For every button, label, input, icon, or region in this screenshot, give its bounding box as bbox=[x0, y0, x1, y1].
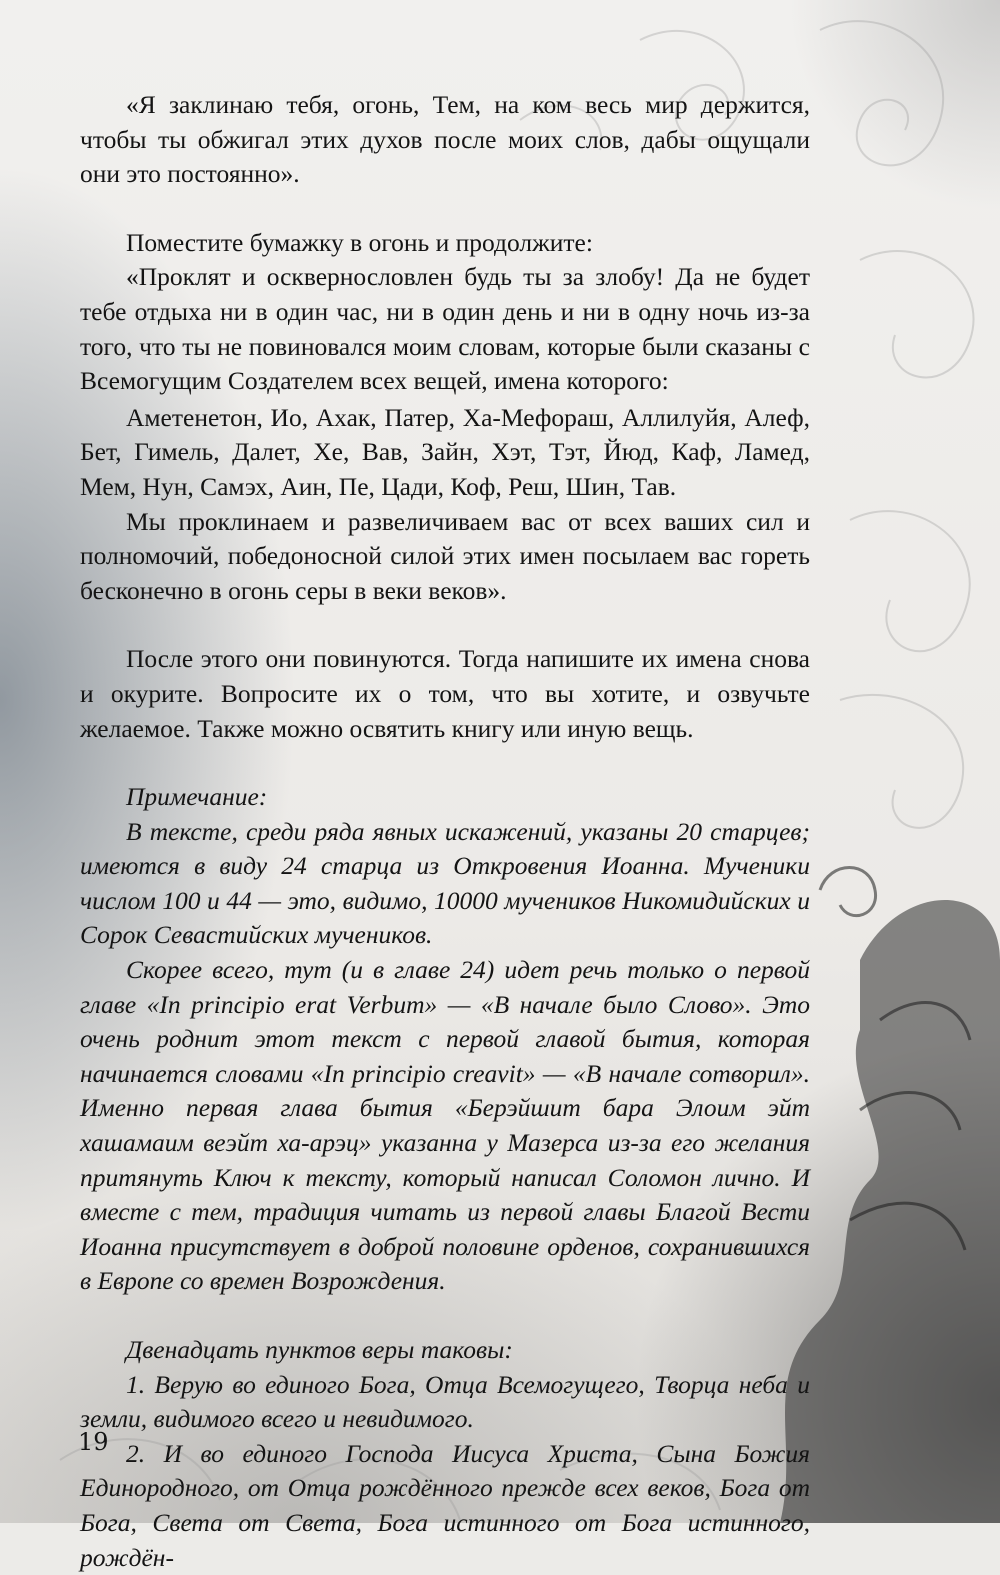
paragraph-after: После этого они повинуются. Тогда напишите их имена снова и окурите. Вопросите их о том, что вы хотите, и озвучьте желаемое. Также можно освятить книгу или иную вещь. bbox=[80, 644, 810, 743]
creed-item-1: 1. Верую во единого Бога, Отца Всемогущего, Творца неба и земли, видимого всего и невидимого. bbox=[80, 1369, 810, 1434]
paragraph-curse: «Проклят и осквернословлен будь ты за злобу! Да не будет тебе отдыха ни в один час, ни в один день и ни в одну ночь из-за того, что ты не повиновался моим словам, которые были сказаны с Всемогущим Создателем всех вещей, имена которого: bbox=[80, 262, 810, 396]
paragraph-incantation-fire: «Я заклинаю тебя, огонь, Тем, на ком весь мир держится, чтобы ты обжигал этих духов после моих слов, дабы ощущали они это постоянно». bbox=[80, 90, 810, 189]
note-genesis: Скорее всего, тут (и в главе 24) идет речь только о первой главе «In principio erat Verbum» — «В начале было Слово». Это очень роднит этот текст с первой главой бытия, которая начинается словами «In principio creavit» — «В начале сотворил». Именно первая глава бытия «Берэйшит бара Элоим эйт хашамаим веэйт ха-арэц» указанна у Мазерса из-за его желания притянуть Ключ к тексту, который написал Соломон лично. И вместе с тем, традиция читать из первой главы Благой Вести Иоанна присутствует в доброй половине орденов, сохранившихся в Европе со времен Возрождения. bbox=[80, 955, 810, 1296]
notes-section bbox=[80, 780, 810, 1575]
paragraph-instruction: Поместите бумажку в огонь и продолжите: bbox=[126, 227, 593, 257]
page-number: 19 bbox=[78, 1428, 109, 1456]
notes-heading: Примечание: bbox=[126, 782, 268, 812]
main-text bbox=[80, 88, 810, 1575]
creed-item-2: 2. И во единого Господа Иисуса Христа, Сына Божия Единородного, от Отца рождённого прежде всех веков, Бога от Бога, Света от Света, Бога истинного от Бога истинного, рождён- bbox=[80, 1438, 810, 1572]
creed-heading: Двенадцать пунктов веры таковы: bbox=[126, 1335, 513, 1364]
paragraph-divine-names: Аметенетон, Ио, Ахак, Патер, Ха-Мефораш, Аллилуйя, Алеф, Бет, Гимель, Далет, Хе, Вав, Зайн, Хэт, Тэт, Йюд, Каф, Ламед, Мем, Нун, Самэх, Аин, Пе, Цади, Коф, Реш, Шин, Тав. bbox=[80, 402, 810, 501]
paragraph-banishment: Мы проклинаем и развеличиваем вас от всех ваших сил и полномочий, победоносной силой этих имен посылаем вас гореть бесконечно в огонь серы в веки веков». bbox=[80, 506, 810, 605]
note-elders: В тексте, среди ряда явных искажений, указаны 20 старцев; имеются в виду 24 старца из Откровения Иоанна. Мученики числом 100 и 44 — это, видимо, 10000 мучеников Никомидийских и Сорок Севастийских мучеников. bbox=[80, 816, 810, 950]
